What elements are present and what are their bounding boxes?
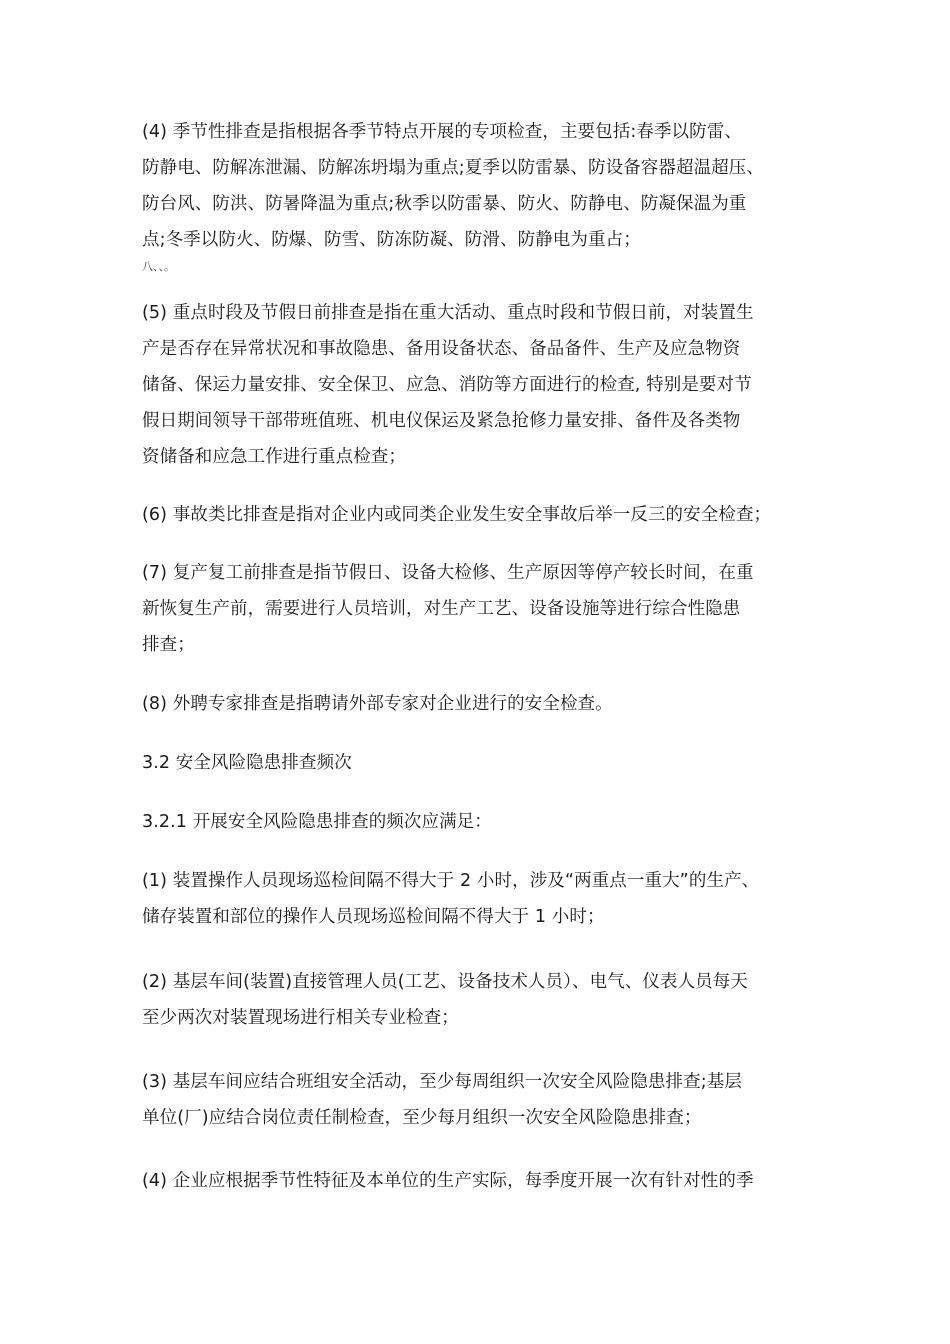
text-line: (4) 季节性排查是指根据各季节特点开展的专项检查，主要包括:春季以防雷、 xyxy=(142,122,742,142)
text-line: (1) 装置操作人员现场巡检间隔不得大于 2 小时，涉及“两重点一重大”的生产、 xyxy=(142,871,760,891)
text-line: 至少两次对装置现场进行相关专业检查； xyxy=(142,1008,459,1028)
text-line: 防静电、防解冻泄漏、防解冻坍塌为重点;夏季以防雷暴、防设备容器超温超压、 xyxy=(142,158,764,178)
text-line: 储备、保运力量安排、安全保卫、应急、消防等方面进行的检查, 特别是要对节 xyxy=(142,375,752,395)
text-line: (8) 外聘专家排查是指聘请外部专家对企业进行的安全检查。 xyxy=(142,694,613,714)
text-line: 防台风、防洪、防暑降温为重点;秋季以防雷暴、防火、防静电、防凝保温为重 xyxy=(142,194,747,214)
text-line: 假日期间领导干部带班值班、机电仪保运及紧急抢修力量安排、备件及各类物 xyxy=(142,411,741,431)
section-heading-3-2 xyxy=(142,745,814,781)
text-line: 新恢复生产前，需要进行人员培训，对生产工艺、设备设施等进行综合性隐患 xyxy=(142,599,741,619)
paragraph-workshop-managers xyxy=(142,964,814,1036)
text-line: 单位(厂)应结合岗位责任制检查，至少每月组织一次安全风险隐患排查； xyxy=(142,1108,702,1128)
text-line: 储存装置和部位的操作人员现场巡检间隔不得大于 1 小时； xyxy=(142,907,605,927)
paragraph-seasonal-inspection xyxy=(142,114,814,276)
text-line: 资储备和应急工作进行重点检查； xyxy=(142,447,406,467)
text-line: (6) 事故类比排查是指对企业内或同类企业发生安全事故后举一反三的安全检查； xyxy=(142,505,772,525)
text-line: 产是否存在异常状况和事故隐患、备用设备状态、备品备件、生产及应急物资 xyxy=(142,339,741,359)
subsection-heading-3-2-1 xyxy=(142,804,814,840)
text-line: 排查； xyxy=(142,635,195,655)
paragraph-external-experts xyxy=(142,686,814,722)
paragraph-holiday-inspection xyxy=(142,295,814,475)
text-line: (3) 基层车间应结合班组安全活动，至少每周组织一次安全风险隐患排查;基层 xyxy=(142,1072,742,1092)
text-line: (7) 复产复工前排查是指节假日、设备大检修、生产原因等停产较长时间，在重 xyxy=(142,563,754,583)
text-line: (2) 基层车间(装置)直接管理人员(工艺、设备技术人员）、电气、仪表人员每天 xyxy=(142,972,748,992)
paragraph-resume-production xyxy=(142,555,814,663)
paragraph-weekly-monthly xyxy=(142,1064,814,1136)
paragraph-accident-analogy xyxy=(142,497,814,533)
paragraph-quarterly xyxy=(142,1163,814,1199)
text-line: 点;冬季以防火、防爆、防雪、防冻防凝、防滑、防静电为重占； xyxy=(142,230,641,250)
paragraph-patrol-interval xyxy=(142,863,814,935)
text-line: (4) 企业应根据季节性特征及本单位的生产实际，每季度开展一次有针对性的季 xyxy=(142,1171,754,1191)
text-line: (5) 重点时段及节假日前排查是指在重大活动、重点时段和节假日前，对装置生 xyxy=(142,303,754,323)
section-title: 3.2 安全风险隐患排查频次 xyxy=(142,753,352,773)
subsection-title: 3.2.1 开展安全风险隐患排查的频次应满足： xyxy=(142,812,492,832)
ocr-artifact-text: 八、、。 xyxy=(142,260,175,273)
